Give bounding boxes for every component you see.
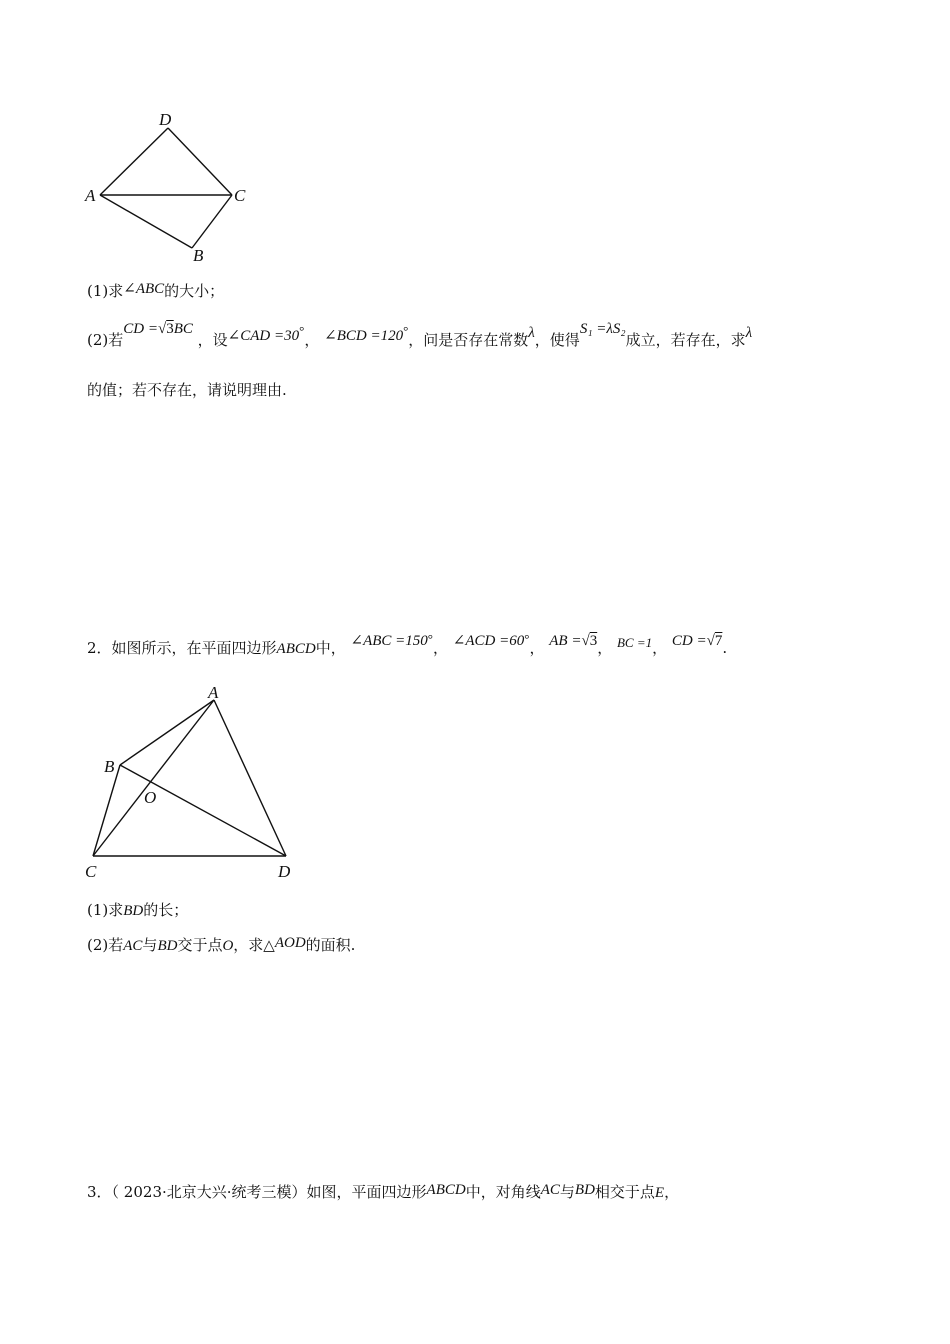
sep-1: ，设 [197, 331, 228, 349]
label-B: B [104, 757, 115, 776]
sep-2: ， [304, 331, 320, 349]
q3-e: E [654, 1185, 665, 1201]
q2-part2-ac: AC [123, 938, 143, 954]
text-2: ，使得 [534, 331, 580, 349]
label-D: D [159, 110, 172, 129]
q2-part2-suffix: 的面积. [305, 936, 356, 954]
q2-part2-prefix: (2)若 [87, 936, 124, 954]
q2-c4: BC =1 [616, 635, 653, 650]
q2-part2 [87, 935, 355, 956]
label-A: A [85, 186, 96, 205]
q2-deg-2: ° [524, 631, 530, 646]
q2-part2-qiu: ，求△ [233, 936, 275, 954]
q2-number: 2．如图所示，在平面四边形 [87, 639, 277, 657]
edge-AD [214, 700, 286, 856]
angle-abc: ∠ABC [123, 281, 165, 297]
edge-BC [93, 765, 120, 856]
figure-1-quadrilateral [80, 105, 260, 270]
q2-mid: 中， [315, 639, 346, 657]
q2-quad: ABCD [276, 641, 316, 657]
cond-bcd: ∠BCD =120 [324, 328, 404, 344]
text-1: ，问是否存在常数 [408, 331, 529, 349]
q3-bd: BD [574, 1182, 595, 1198]
q3-end: ， [664, 1183, 680, 1201]
label-B: B [193, 246, 204, 265]
q2-deg-1: ° [427, 631, 433, 646]
q2-statement: 2．如图所示，在平面四边形ABCD中， ∠ABC =150°， ∠ACD =60°， AB =√3， BC =1， CD =√7. [87, 631, 728, 657]
q2-c3: AB = [549, 633, 582, 649]
q1-part2: (2)若CD =√3BC ，设∠CAD =30°， ∠BCD =120°，问是否存在常数λ，使得S₁ =λS₂成立，若存在，求λ [87, 321, 753, 349]
q2-part2-yu: 与 [142, 936, 158, 954]
edge-DC [168, 128, 232, 195]
deg-1: ° [299, 323, 305, 338]
q1-part1-suffix: 的大小； [164, 282, 225, 300]
cond-cad: ∠CAD =30 [227, 328, 300, 344]
q2-part1 [87, 900, 188, 921]
q3-mid: 中，对角线 [465, 1183, 541, 1201]
q2-part2-jiao: 交于点 [177, 936, 223, 954]
q2-comma-3: ， [597, 639, 613, 657]
q2-c2: ∠ACD =60 [452, 633, 525, 649]
q2-c3-sqrt: 3 [589, 633, 598, 649]
q2-part2-o: O [222, 938, 234, 954]
figure-2-quadrilateral [80, 678, 310, 886]
cond-cd-sqrt: 3 [166, 321, 174, 337]
q2-comma-4: ， [652, 639, 668, 657]
label-C: C [85, 862, 97, 881]
q3-ac: AC [540, 1182, 560, 1198]
edge-BC [192, 195, 232, 248]
q2-c5-sqrt: 7 [714, 633, 723, 649]
label-C: C [234, 186, 246, 205]
cond-cd-rhs: BC [173, 321, 193, 337]
deg-2: ° [403, 323, 409, 338]
lambda-1: λ [528, 325, 535, 341]
q2-c1: ∠ABC =150 [350, 633, 428, 649]
q1-part1-prefix: (1)求 [87, 282, 124, 300]
q3-statement [87, 1182, 679, 1203]
edge-AB [120, 700, 214, 765]
q2-part2-tri: AOD [274, 935, 306, 951]
q2-comma-1: ， [433, 639, 449, 657]
q2-comma-2: ， [529, 639, 545, 657]
q2-part1-suffix: 的长； [143, 901, 189, 919]
cond-cd-lhs: CD = [123, 321, 158, 337]
edge-AB [100, 195, 192, 248]
lambda-2: λ [745, 325, 753, 341]
text-3: 成立，若存在，求 [625, 331, 746, 349]
q3-jiao: 相交于点 [594, 1183, 655, 1201]
q3-quad: ABCD [426, 1182, 466, 1198]
diagonal-BD [120, 765, 286, 856]
q2-part1-prefix: (1)求 [87, 901, 124, 919]
q1-part2-prefix: (2)若 [87, 331, 124, 349]
s-equation: S₁ =λS₂ [579, 321, 626, 337]
q1-part1 [87, 281, 224, 302]
label-D: D [278, 862, 291, 881]
q1-part2-line2: 的值；若不存在，请说明理由. [87, 381, 287, 399]
edge-AD [100, 128, 168, 195]
label-O: O [144, 788, 157, 807]
q2-c5: CD = [671, 633, 707, 649]
diagonal-AC [93, 700, 214, 856]
q3-yu: 与 [559, 1183, 575, 1201]
label-A: A [208, 683, 219, 702]
q2-part1-seg: BD [123, 903, 144, 919]
q3-number: 3．（ 2023·北京大兴·统考三模）如图，平面四边形 [87, 1183, 427, 1201]
q2-part2-bd: BD [157, 938, 178, 954]
q2-end: . [722, 639, 728, 657]
